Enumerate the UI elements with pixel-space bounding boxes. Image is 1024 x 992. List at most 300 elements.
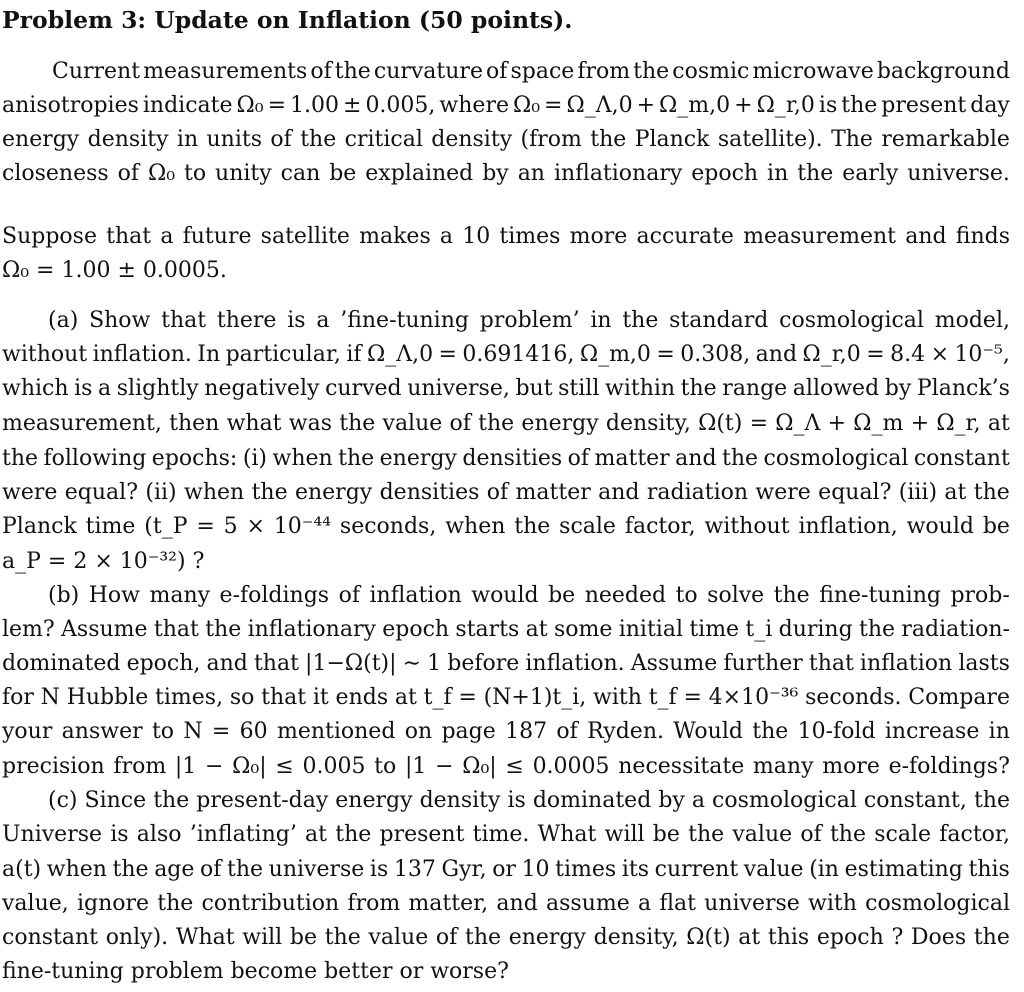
word: (t_P: [144, 514, 188, 539]
word: 0.005,: [365, 93, 436, 118]
word: allowed: [792, 376, 880, 401]
word: that: [253, 651, 299, 676]
word: Planck: [634, 127, 710, 152]
word: finds: [955, 224, 1010, 249]
word: units: [206, 127, 263, 152]
word: measurement: [743, 224, 897, 249]
word: this: [968, 857, 1010, 882]
word: the: [829, 822, 866, 847]
word: makes: [359, 224, 431, 249]
word: factor,: [624, 514, 696, 539]
word: What: [175, 925, 235, 950]
word: be: [652, 822, 680, 847]
word: or: [492, 857, 516, 882]
word: the: [205, 617, 242, 642]
word: Suppose: [2, 224, 97, 249]
word: within: [604, 376, 676, 401]
word: following: [43, 446, 147, 471]
word: Ω_m,0: [579, 342, 651, 367]
word: closeness: [2, 161, 109, 186]
word: the: [841, 93, 878, 118]
word: =: [267, 93, 287, 118]
word: if: [346, 342, 362, 367]
word: so: [229, 685, 255, 710]
word: the: [633, 59, 670, 84]
word: necessitate: [618, 754, 745, 779]
word: during: [778, 617, 853, 642]
text-line: [48, 581, 1010, 611]
word: for: [2, 685, 34, 710]
word: value: [382, 411, 443, 436]
word: epoch: [382, 617, 450, 642]
word: particular,: [225, 342, 341, 367]
word: times,: [155, 685, 224, 710]
word: equal?: [818, 480, 892, 505]
word: Ryden.: [587, 719, 664, 744]
word: and: [905, 224, 947, 249]
word: value: [732, 822, 793, 847]
word: Hubble: [66, 685, 149, 710]
word: contribution: [201, 891, 340, 916]
word: the: [157, 891, 194, 916]
word: 8.4: [890, 342, 926, 367]
word: at: [738, 925, 761, 950]
word: explained: [365, 161, 474, 186]
word: is: [74, 376, 93, 401]
word: constant: [2, 925, 98, 950]
word: the: [227, 857, 264, 882]
word: there: [216, 308, 277, 333]
word: 0.0005: [532, 754, 610, 779]
word: on: [404, 719, 433, 744]
word: by: [482, 161, 509, 186]
word: Ω₀: [147, 161, 176, 186]
word: matter,: [408, 891, 489, 916]
word: in: [590, 308, 612, 333]
word: 137: [393, 857, 436, 882]
word: inflation,: [798, 514, 898, 539]
word: the: [688, 822, 725, 847]
word: of: [800, 822, 822, 847]
word: 10⁻⁵,: [954, 342, 1010, 367]
word: universe: [704, 891, 800, 916]
word: answer: [61, 719, 143, 744]
word: ’fine-tuning: [340, 308, 469, 333]
word: the: [752, 719, 789, 744]
word: accurate: [636, 224, 734, 249]
text-line: fine-tuning problem become better or worse?: [2, 959, 509, 984]
word: cosmological: [779, 308, 924, 333]
word: epoch,: [126, 651, 201, 676]
word: ends: [335, 685, 389, 710]
word: of: [486, 480, 509, 505]
word: still: [558, 376, 600, 401]
word: Gyr,: [441, 857, 487, 882]
word: epoch: [816, 925, 884, 950]
word: =: [196, 514, 215, 539]
word: which: [2, 376, 69, 401]
word: from: [113, 754, 167, 779]
word: were: [755, 480, 811, 505]
word: and: [675, 446, 717, 471]
text-line: [2, 889, 1010, 919]
text-line: [2, 478, 1010, 508]
word: time: [689, 617, 740, 642]
word: then: [169, 411, 220, 436]
word: energy: [294, 480, 373, 505]
word: and: [598, 480, 640, 505]
word: slightly: [116, 376, 199, 401]
word: and: [496, 891, 538, 916]
word: when: [272, 446, 333, 471]
word: epochs:: [151, 446, 238, 471]
word: cosmic: [672, 59, 750, 84]
word: a: [98, 376, 112, 401]
word: (c): [48, 788, 78, 813]
word: (iii): [898, 480, 938, 505]
word: of: [435, 925, 458, 950]
word: inflationary: [553, 161, 683, 186]
word: will: [242, 925, 283, 950]
word: is: [369, 857, 389, 882]
word: (in: [809, 857, 839, 882]
word: Ω_Λ: [775, 411, 821, 436]
word: Ω₀: [236, 93, 264, 118]
word: =: [656, 342, 675, 367]
text-line: [48, 306, 1010, 336]
word: were: [2, 480, 58, 505]
word: The: [831, 127, 873, 152]
word: the: [773, 583, 810, 608]
word: from: [577, 59, 631, 84]
word: of: [310, 59, 332, 84]
word: when: [46, 857, 107, 882]
word: age: [154, 857, 195, 882]
word: at: [305, 822, 328, 847]
word: energy: [508, 925, 586, 950]
word: 10⁻⁴⁴: [273, 514, 332, 539]
word: of: [567, 446, 590, 471]
word: 0.308,: [680, 342, 751, 367]
word: of: [486, 59, 508, 84]
word: lem?: [2, 617, 55, 642]
word: prob-: [950, 583, 1010, 608]
word: e-foldings?: [888, 754, 1010, 779]
word: of: [338, 583, 360, 608]
text-line: [2, 923, 1010, 953]
text-line: [2, 820, 1010, 850]
word: that: [261, 685, 307, 710]
word: in: [988, 719, 1010, 744]
word: universe: [268, 857, 365, 882]
word: t_f: [648, 685, 677, 710]
word: when: [183, 480, 245, 505]
word: many: [752, 754, 814, 779]
word: present-day: [196, 788, 329, 813]
word: Compare: [908, 685, 1010, 710]
word: the: [973, 788, 1010, 813]
word: inflation: [859, 651, 953, 676]
word: radiation: [646, 480, 749, 505]
word: time: [85, 514, 136, 539]
word: the: [973, 480, 1010, 505]
word: density,: [593, 925, 679, 950]
word: 10: [521, 857, 550, 882]
word: Ω_m: [853, 411, 904, 436]
word: measurements: [143, 59, 308, 84]
text-line: [2, 409, 1010, 439]
word: t_i: [745, 617, 773, 642]
word: value: [743, 857, 804, 882]
word: the: [335, 822, 372, 847]
text-line: [2, 222, 1010, 252]
word: of: [556, 719, 578, 744]
word: to: [675, 583, 698, 608]
word: this: [767, 925, 810, 950]
word: dominated: [532, 788, 652, 813]
word: +: [734, 93, 753, 118]
word: a: [160, 224, 174, 249]
word: Ω_r,0: [802, 342, 861, 367]
word: where: [439, 93, 509, 118]
word: seconds,: [339, 514, 437, 539]
word: remarkable: [881, 127, 1010, 152]
word: early: [842, 161, 899, 186]
word: (ii): [145, 480, 177, 505]
word: time.: [472, 822, 530, 847]
word: the: [338, 446, 375, 471]
text-line: [2, 374, 1010, 404]
word: of: [200, 857, 222, 882]
text-line: [2, 683, 1010, 713]
word: microwave: [752, 59, 874, 84]
word: precision: [2, 754, 105, 779]
word: 0.005: [302, 754, 366, 779]
word: indicate: [142, 93, 233, 118]
word: satellite: [260, 224, 350, 249]
word: the: [334, 59, 371, 84]
word: measurement,: [2, 411, 162, 436]
text-line: [2, 125, 1010, 155]
word: further: [723, 651, 803, 676]
word: day: [970, 93, 1010, 118]
word: inflationary: [247, 617, 376, 642]
word: Would: [673, 719, 743, 744]
word: more: [822, 754, 880, 779]
word: energy: [379, 446, 457, 471]
word: an: [517, 161, 545, 186]
word: times: [555, 857, 617, 882]
word: seconds.: [805, 685, 902, 710]
word: ≤: [275, 754, 294, 779]
word: Ω(t): [698, 411, 743, 436]
text-line: a_P = 2 × 10⁻³²) ?: [2, 549, 205, 574]
word: flat: [659, 891, 696, 916]
word: the: [112, 857, 149, 882]
word: e-foldings: [219, 583, 330, 608]
word: curvature: [373, 59, 483, 84]
word: be: [289, 925, 318, 950]
word: space: [510, 59, 575, 84]
word: current: [654, 857, 739, 882]
word: is: [287, 308, 306, 333]
word: the: [464, 925, 502, 950]
word: a(t): [2, 857, 42, 882]
word: and: [755, 342, 798, 367]
word: estimating: [844, 857, 963, 882]
word: energy: [2, 127, 80, 152]
word: ∼: [402, 651, 422, 676]
word: would: [471, 583, 539, 608]
word: many: [149, 583, 211, 608]
word: in: [767, 161, 789, 186]
word: solve: [707, 583, 765, 608]
word: the: [324, 925, 361, 950]
word: density: [87, 127, 169, 152]
word: ×: [930, 342, 949, 367]
word: −: [205, 754, 224, 779]
word: Since: [84, 788, 147, 813]
word: by: [884, 376, 912, 401]
word: the: [153, 788, 190, 813]
text-line: [2, 649, 1010, 679]
word: densities: [379, 480, 480, 505]
word: the: [251, 480, 288, 505]
word: a: [316, 308, 330, 333]
word: of: [117, 161, 140, 186]
word: more: [569, 224, 628, 249]
word: density,: [605, 411, 691, 436]
text-line: [2, 444, 1010, 474]
word: will: [604, 822, 645, 847]
word: density: [431, 127, 513, 152]
word: present: [379, 822, 465, 847]
word: 1: [427, 651, 442, 676]
word: assume: [546, 891, 630, 916]
word: the: [797, 161, 834, 186]
word: epoch: [691, 161, 759, 186]
text-line: Ω₀ = 1.00 ± 0.0005.: [2, 258, 227, 283]
word: inflation: [369, 583, 462, 608]
word: your: [2, 719, 53, 744]
text-line: [2, 340, 1010, 370]
word: future: [182, 224, 252, 249]
word: without: [2, 342, 88, 367]
word: was: [288, 411, 333, 436]
word: energy: [335, 788, 413, 813]
word: also: [136, 822, 182, 847]
word: Ω₀|: [462, 754, 497, 779]
word: 1.00: [290, 93, 339, 118]
word: |1−Ω(t)|: [305, 651, 397, 676]
text-line: [2, 512, 1010, 542]
word: =: [866, 342, 885, 367]
word: Planck: [2, 514, 77, 539]
word: factor,: [939, 822, 1010, 847]
word: the: [622, 308, 659, 333]
word: 187: [505, 719, 548, 744]
word: that: [161, 308, 207, 333]
word: is: [507, 788, 526, 813]
word: ’inflating’: [189, 822, 297, 847]
word: from: [347, 891, 401, 916]
word: Ω₀: [512, 93, 541, 118]
word: ±: [343, 93, 362, 118]
word: matter: [594, 446, 670, 471]
word: =: [211, 719, 231, 744]
word: of: [270, 127, 292, 152]
word: ?: [891, 925, 904, 950]
word: ignore: [76, 891, 150, 916]
word: in: [176, 127, 199, 152]
word: without: [704, 514, 790, 539]
word: a: [691, 788, 705, 813]
word: would: [906, 514, 974, 539]
word: standard: [669, 308, 769, 333]
word: range: [722, 376, 788, 401]
word: Ω_r,: [936, 411, 981, 436]
word: 10-fold: [797, 719, 876, 744]
word: the: [722, 446, 759, 471]
text-line: [2, 159, 1010, 189]
word: (from: [520, 127, 582, 152]
word: =: [438, 342, 457, 367]
word: the: [300, 127, 337, 152]
word: Planck’s: [916, 376, 1010, 401]
text-line: [2, 752, 1010, 782]
word: be: [982, 514, 1010, 539]
word: N: [183, 719, 203, 744]
word: at: [525, 617, 548, 642]
text-line: [2, 855, 1010, 885]
word: and: [206, 651, 248, 676]
word: times: [499, 224, 561, 249]
word: =: [749, 411, 769, 436]
word: is: [110, 822, 129, 847]
word: energy: [521, 411, 599, 436]
word: at: [987, 411, 1010, 436]
word: universe,: [407, 376, 510, 401]
word: needed: [584, 583, 667, 608]
word: 0.691416,: [462, 342, 575, 367]
word: inflation.: [525, 651, 625, 676]
word: Show: [89, 308, 151, 333]
word: the: [339, 411, 376, 436]
word: ×: [246, 514, 265, 539]
word: value,: [2, 891, 69, 916]
word: lasts: [958, 651, 1010, 676]
word: constant: [913, 446, 1010, 471]
word: scale: [559, 514, 616, 539]
word: what: [226, 411, 282, 436]
word: (b): [48, 583, 80, 608]
word: ≤: [505, 754, 524, 779]
word: |1: [174, 754, 197, 779]
word: 10: [462, 224, 491, 249]
word: density: [419, 788, 501, 813]
word: |1: [404, 754, 427, 779]
word: with: [593, 685, 642, 710]
word: 60: [239, 719, 268, 744]
word: model,: [934, 308, 1010, 333]
word: What: [537, 822, 597, 847]
word: +: [827, 411, 847, 436]
word: radiation-: [901, 617, 1010, 642]
word: increase: [884, 719, 980, 744]
word: Ω_Λ,0: [366, 342, 434, 367]
word: N: [40, 685, 60, 710]
word: anisotropies: [2, 93, 139, 118]
